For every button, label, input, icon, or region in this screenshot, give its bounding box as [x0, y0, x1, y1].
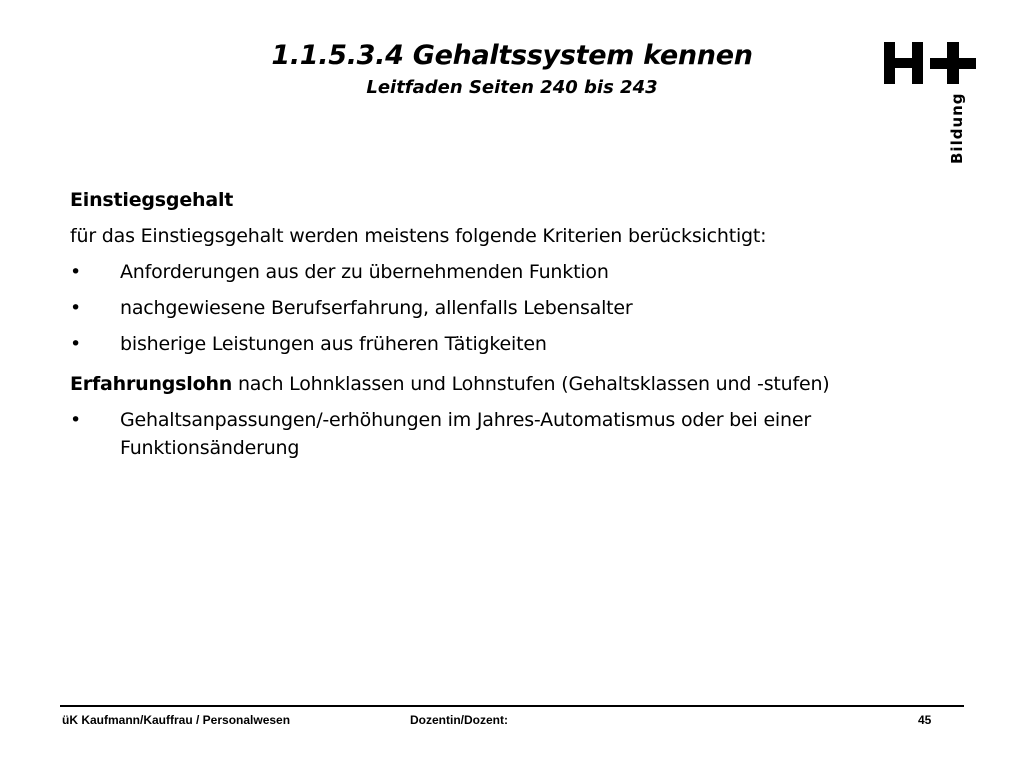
- bullet-icon: •: [70, 261, 82, 283]
- section-heading-erfahrungslohn: Erfahrungslohn: [70, 373, 233, 395]
- list-item: [70, 326, 950, 362]
- bullet-icon: •: [70, 409, 82, 431]
- footer-divider: [60, 705, 964, 707]
- slide-subtitle: Leitfaden Seiten 240 bis 243: [366, 77, 658, 98]
- section-heading-einstiegsgehalt: Einstiegsgehalt: [70, 189, 234, 211]
- section-intro: für das Einstiegsgehalt werden meistens folgende Kriterien berücksichtigt:: [70, 225, 767, 247]
- page-number: 45: [918, 713, 932, 727]
- h-plus-logo-icon: [880, 38, 980, 168]
- slide-title: 1.1.5.3.4 Gehaltssystem kennen: [271, 40, 753, 71]
- title-block: [0, 36, 1024, 100]
- bullet-list-erfahrungslohn: [70, 402, 950, 466]
- list-item-text: nachgewiesene Berufserfahrung, allenfalls Lebensalter: [120, 297, 633, 319]
- footer-lecturer: Dozentin/Dozent:: [410, 713, 508, 727]
- bullet-list-einstiegsgehalt: [70, 254, 950, 362]
- list-item-text: bisherige Leistungen aus früheren Tätigkeiten: [120, 333, 547, 355]
- logo-text: Bildung: [948, 92, 966, 164]
- list-item: [70, 254, 950, 290]
- section-text: nach Lohnklassen und Lohnstufen (Gehaltsklassen und -stufen): [232, 373, 830, 395]
- bullet-icon: •: [70, 333, 82, 355]
- list-item: [70, 290, 950, 326]
- section-erfahrungslohn: [70, 366, 950, 402]
- list-item: [70, 402, 950, 466]
- content: [70, 182, 950, 466]
- list-item-text: Anforderungen aus der zu übernehmenden Funktion: [120, 261, 609, 283]
- bullet-icon: •: [70, 297, 82, 319]
- list-item-text: Gehaltsanpassungen/-erhöhungen im Jahres-Automatismus oder bei einer Funktionsänderung: [120, 409, 811, 459]
- footer-course: üK Kaufmann/Kauffrau / Personalwesen: [62, 713, 291, 727]
